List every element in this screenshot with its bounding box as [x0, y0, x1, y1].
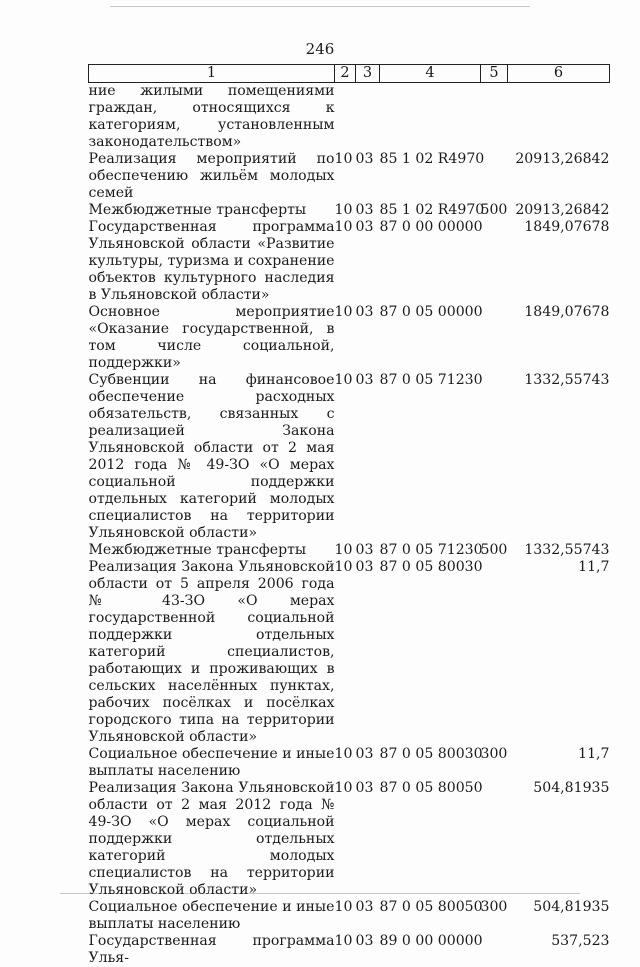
row-expense-type-cell — [481, 933, 508, 967]
row-amount-cell — [508, 83, 610, 152]
row-name-cell: Межбюджетные трансферты — [89, 202, 335, 219]
header-col-1: 1 — [89, 65, 335, 83]
row-expense-type-cell — [481, 304, 508, 372]
row-subsection-cell: 03 — [356, 746, 380, 780]
row-subsection-cell: 03 — [356, 304, 380, 372]
scan-edge-top — [110, 6, 530, 7]
budget-table — [88, 64, 610, 967]
row-expense-type-cell — [481, 559, 508, 746]
row-expense-type-cell — [481, 151, 508, 202]
row-target-code-cell: 87 0 05 71230 — [380, 372, 481, 542]
row-amount-cell: 11,7 — [508, 559, 610, 746]
row-subsection-cell: 03 — [356, 151, 380, 202]
row-name-cell: Реализация Закона Ульяновской области от 5 апреля 2006 года № 43-ЗО «О мерах государственной социальной поддержки отдельных категорий специалистов, работающих и проживающих в сельских населённых пунктах, рабочих посёлках и посёлках городского типа на территории Ульяновской области» — [89, 559, 335, 746]
row-expense-type-cell: 300 — [481, 746, 508, 780]
table-row — [89, 151, 610, 202]
row-target-code-cell: 87 0 00 00000 — [380, 219, 481, 304]
row-subsection-cell: 03 — [356, 933, 380, 967]
row-expense-type-cell: 500 — [481, 202, 508, 219]
row-amount-cell: 1849,07678 — [508, 304, 610, 372]
row-name-cell: ние жилыми помещениями граждан, относящихся к категориям, установленным законодательством» — [89, 83, 335, 152]
row-target-code-cell: 87 0 05 80030 — [380, 559, 481, 746]
row-subsection-cell: 03 — [356, 542, 380, 559]
row-section-cell: 10 — [335, 542, 356, 559]
row-section-cell: 10 — [335, 151, 356, 202]
row-expense-type-cell: 500 — [481, 542, 508, 559]
row-section-cell: 10 — [335, 219, 356, 304]
row-target-code-cell: 87 0 05 71230 — [380, 542, 481, 559]
row-amount-cell: 1332,55743 — [508, 372, 610, 542]
row-target-code-cell: 87 0 05 80030 — [380, 746, 481, 780]
row-section-cell: 10 — [335, 202, 356, 219]
row-target-code-cell: 87 0 05 80050 — [380, 780, 481, 899]
row-subsection-cell — [356, 83, 380, 152]
table-row — [89, 746, 610, 780]
row-section-cell: 10 — [335, 933, 356, 967]
row-subsection-cell: 03 — [356, 202, 380, 219]
row-target-code-cell: 85 1 02 R4970 — [380, 151, 481, 202]
row-name-cell: Основное мероприятие «Оказание государственной, в том числе социальной, поддержки» — [89, 304, 335, 372]
row-target-code-cell: 87 0 05 80050 — [380, 899, 481, 933]
header-col-2: 2 — [335, 65, 356, 83]
row-name-cell: Межбюджетные трансферты — [89, 542, 335, 559]
row-expense-type-cell — [481, 372, 508, 542]
row-expense-type-cell: 300 — [481, 899, 508, 933]
row-amount-cell: 11,7 — [508, 746, 610, 780]
row-amount-cell: 20913,26842 — [508, 202, 610, 219]
header-col-5: 5 — [481, 65, 508, 83]
row-amount-cell: 504,81935 — [508, 780, 610, 899]
row-amount-cell: 1849,07678 — [508, 219, 610, 304]
row-amount-cell: 537,523 — [508, 933, 610, 967]
header-col-3: 3 — [356, 65, 380, 83]
table-row — [89, 83, 610, 152]
row-section-cell: 10 — [335, 899, 356, 933]
row-section-cell: 10 — [335, 780, 356, 899]
table-row — [89, 304, 610, 372]
row-target-code-cell: 87 0 05 00000 — [380, 304, 481, 372]
row-section-cell — [335, 83, 356, 152]
table-row — [89, 899, 610, 933]
row-name-cell: Социальное обеспечение и иные выплаты населению — [89, 899, 335, 933]
table-row — [89, 542, 610, 559]
row-expense-type-cell — [481, 83, 508, 152]
row-expense-type-cell — [481, 219, 508, 304]
row-section-cell: 10 — [335, 372, 356, 542]
row-subsection-cell: 03 — [356, 559, 380, 746]
row-name-cell: Социальное обеспечение и иные выплаты населению — [89, 746, 335, 780]
row-name-cell: Реализация мероприятий по обеспечению жильём молодых семей — [89, 151, 335, 202]
table-row — [89, 559, 610, 746]
row-name-cell: Государственная программа Ульяновской области «Развитие культуры, туризма и сохранение объектов культурного наследия в Ульяновской области» — [89, 219, 335, 304]
row-name-cell: Государственная программа Улья- — [89, 933, 335, 967]
row-subsection-cell: 03 — [356, 780, 380, 899]
table-row — [89, 202, 610, 219]
header-col-6: 6 — [508, 65, 610, 83]
row-amount-cell: 504,81935 — [508, 899, 610, 933]
table-row — [89, 933, 610, 967]
table-row — [89, 372, 610, 542]
row-target-code-cell — [380, 83, 481, 152]
row-expense-type-cell — [481, 780, 508, 899]
table-row — [89, 780, 610, 899]
row-amount-cell: 20913,26842 — [508, 151, 610, 202]
row-name-cell: Реализация Закона Ульяновской области от 2 мая 2012 года № 49-ЗО «О мерах социальной поддержки отдельных категорий молодых специалистов на территории Ульяновской области» — [89, 780, 335, 899]
row-section-cell: 10 — [335, 304, 356, 372]
row-amount-cell: 1332,55743 — [508, 542, 610, 559]
table-body — [89, 83, 610, 967]
row-subsection-cell: 03 — [356, 899, 380, 933]
row-subsection-cell: 03 — [356, 372, 380, 542]
row-name-cell: Субвенции на финансовое обеспечение расходных обязательств, связанных с реализацией Закона Ульяновской области от 2 мая 2012 года № 49-ЗО «О мерах социальной поддержки отдельных категорий молодых специалистов на территории Ульяновской области» — [89, 372, 335, 542]
page-number: 246 — [0, 40, 640, 58]
row-section-cell: 10 — [335, 746, 356, 780]
table-header-row — [89, 65, 610, 83]
row-section-cell: 10 — [335, 559, 356, 746]
row-subsection-cell: 03 — [356, 219, 380, 304]
header-col-4: 4 — [380, 65, 481, 83]
table-row — [89, 219, 610, 304]
row-target-code-cell: 85 1 02 R4970 — [380, 202, 481, 219]
row-target-code-cell: 89 0 00 00000 — [380, 933, 481, 967]
